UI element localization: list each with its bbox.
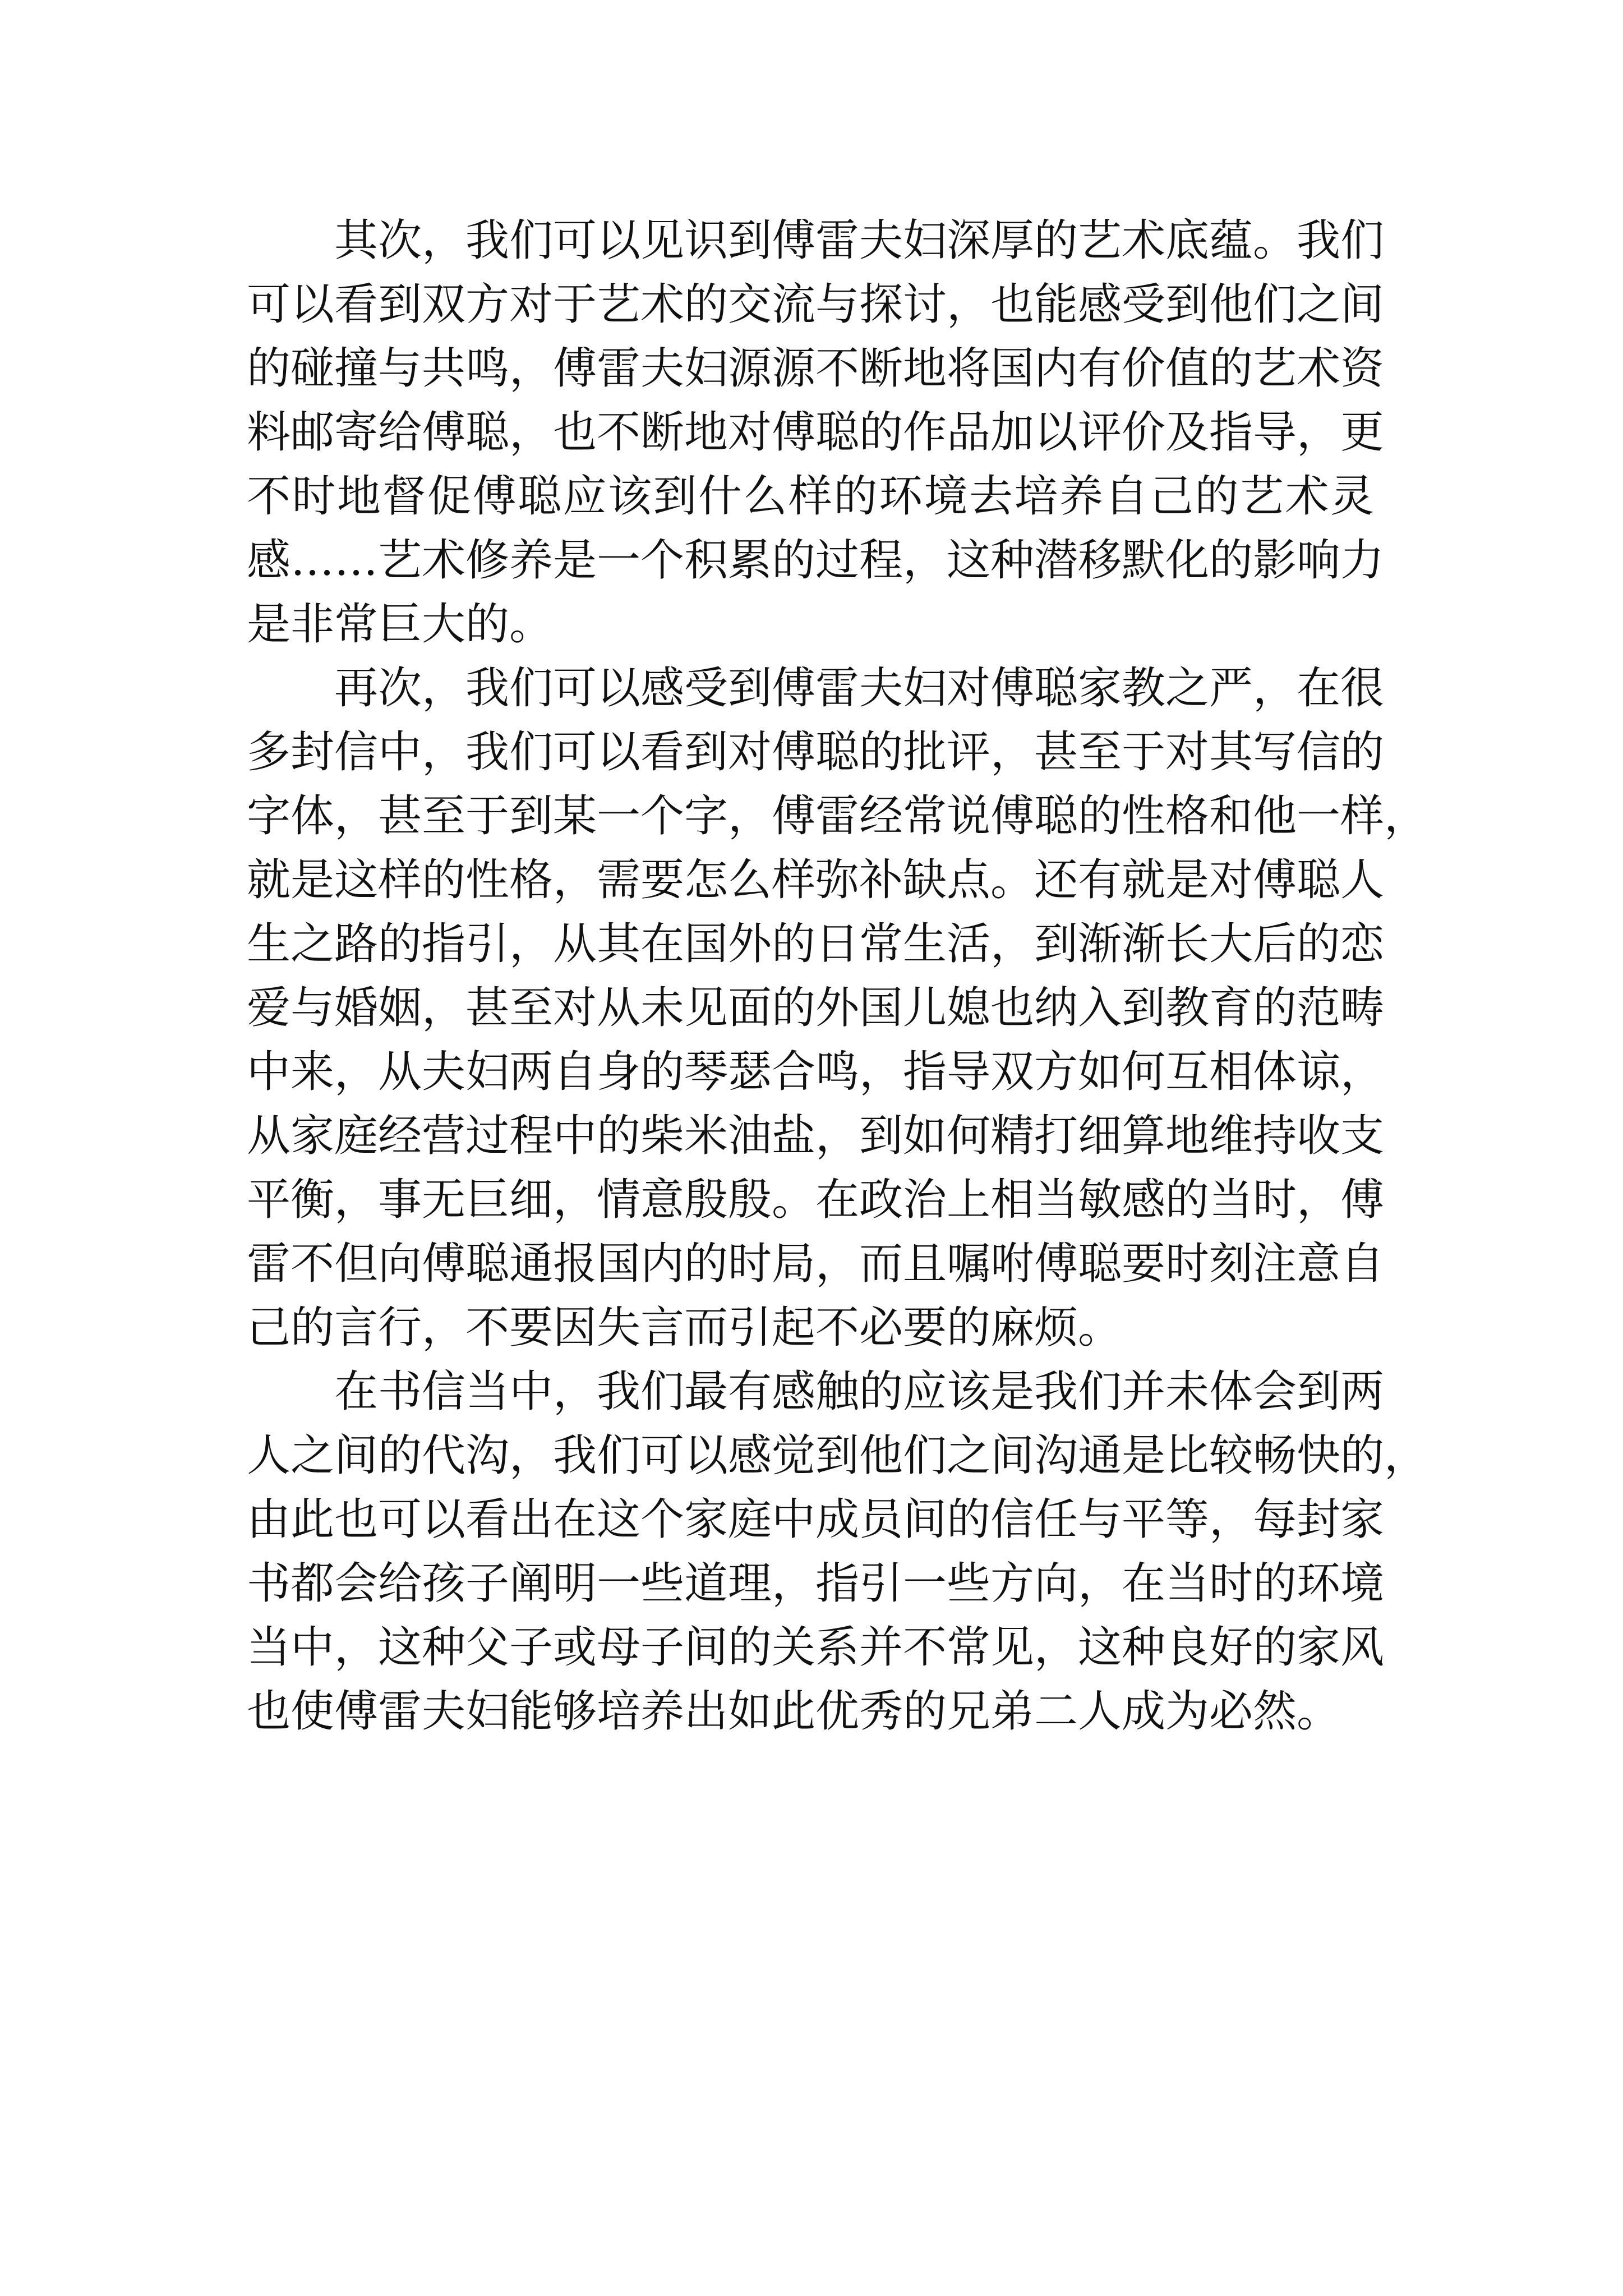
paragraph-3-line-2: 人之间的代沟，我们可以感觉到他们之间沟通是比较畅快的， — [247, 1430, 1428, 1481]
paragraph-2-line-10: 雷不但向傅聪通报国内的时局，而且嘱咐傅聪要时刻注意自 — [247, 1239, 1385, 1289]
paragraph-3-line-4: 书都会给孩子阐明一些道理，指引一些方向，在当时的环境 — [247, 1558, 1385, 1609]
paragraph-1-line-3: 的碰撞与共鸣，傅雷夫妇源源不断地将国内有价值的艺术资 — [247, 343, 1385, 394]
paragraph-3-line-6: 也使傅雷夫妇能够培养出如此优秀的兄弟二人成为必然。 — [247, 1686, 1341, 1737]
paragraph-2-line-5: 生之路的指引，从其在国外的日常生活，到渐渐长大后的恋 — [247, 919, 1385, 969]
paragraph-2-line-1: 再次，我们可以感受到傅雷夫妇对傅聪家教之严，在很 — [334, 663, 1385, 714]
paragraph-1-line-2: 可以看到双方对于艺术的交流与探讨，也能感受到他们之间 — [247, 279, 1385, 330]
paragraph-3-line-3: 由此也可以看出在这个家庭中成员间的信任与平等，每封家 — [247, 1494, 1385, 1545]
paragraph-2-line-8: 从家庭经营过程中的柴米油盐，到如何精打细算地维持收支 — [247, 1111, 1385, 1161]
paragraph-1-line-4: 料邮寄给傅聪，也不断地对傅聪的作品加以评价及指导，更 — [247, 407, 1385, 458]
paragraph-1-line-7: 是非常巨大的。 — [247, 599, 554, 650]
paragraph-2-line-3: 字体，甚至于到某一个字，傅雷经常说傅聪的性格和他一样， — [247, 791, 1428, 841]
document-body — [247, 209, 1428, 1743]
paragraph-3-line-1: 在书信当中，我们最有感触的应该是我们并未体会到两 — [334, 1366, 1385, 1417]
paragraph-1-line-5: 不时地督促傅聪应该到什么样的环境去培养自己的艺术灵 — [247, 471, 1374, 522]
paragraph-1-line-1: 其次，我们可以见识到傅雷夫妇深厚的艺术底蕴。我们 — [334, 215, 1385, 266]
paragraph-2-line-9: 平衡，事无巨细，情意殷殷。在政治上相当敏感的当时，傅 — [247, 1175, 1385, 1225]
paragraph-2-line-11: 己的言行，不要因失言而引起不必要的麻烦。 — [247, 1303, 1122, 1353]
paragraph-1-line-6: 感……艺术修养是一个积累的过程，这种潜移默化的影响力 — [247, 535, 1385, 586]
paragraph-2-line-2: 多封信中，我们可以看到对傅聪的批评，甚至于对其写信的 — [247, 727, 1385, 777]
paragraph-2-line-6: 爱与婚姻，甚至对从未见面的外国儿媳也纳入到教育的范畴 — [247, 983, 1385, 1033]
paragraph-2-line-7: 中来，从夫妇两自身的琴瑟合鸣，指导双方如何互相体谅， — [247, 1047, 1385, 1097]
paragraph-2-line-4: 就是这样的性格，需要怎么样弥补缺点。还有就是对傅聪人 — [247, 855, 1385, 905]
paragraph-3-line-5: 当中，这种父子或母子间的关系并不常见，这种良好的家风 — [247, 1622, 1385, 1673]
